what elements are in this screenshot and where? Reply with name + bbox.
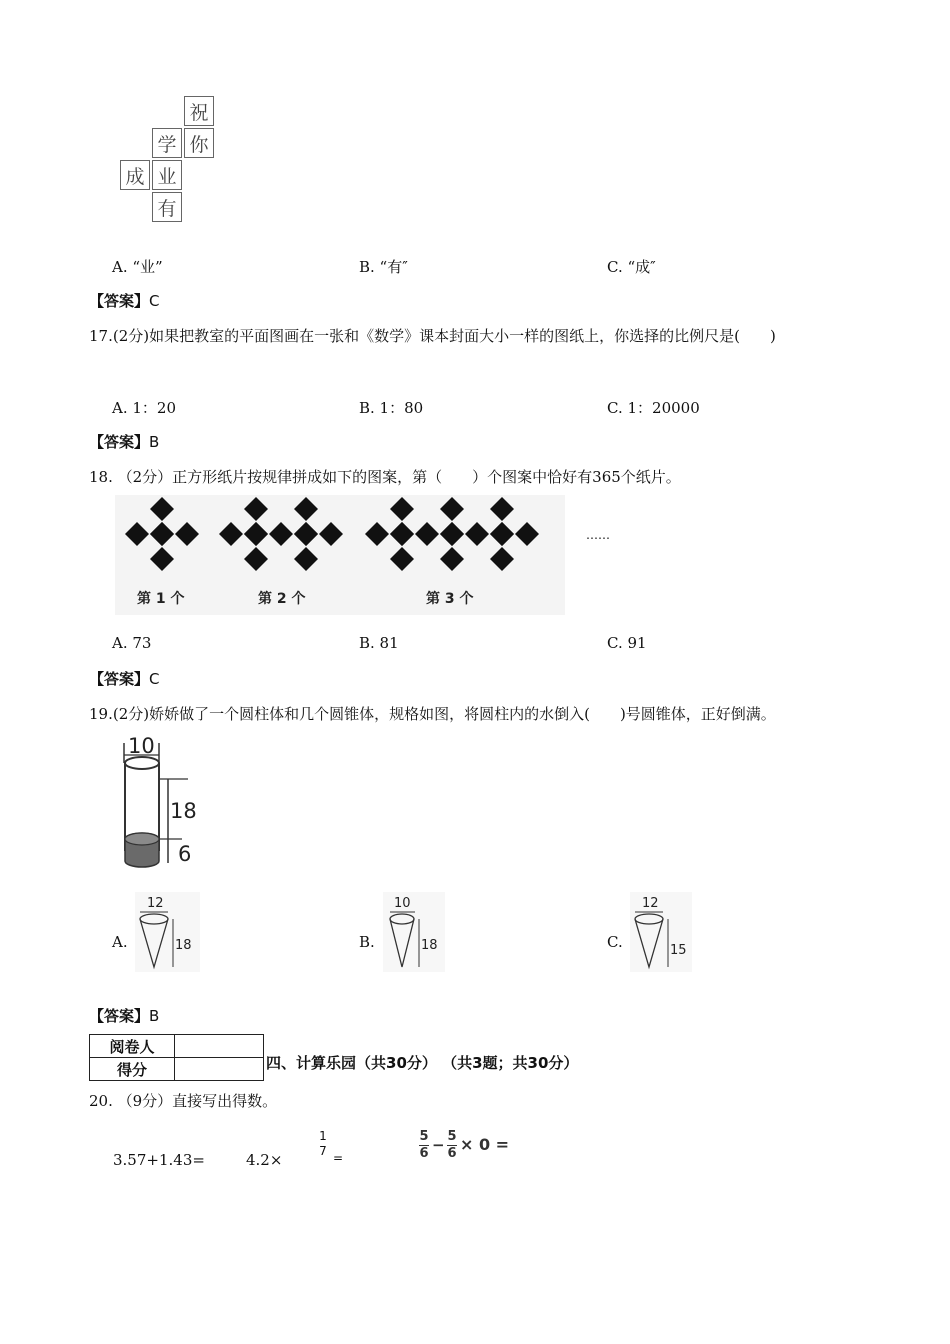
diamond-pattern-figure [115,495,565,615]
score-table [89,1034,264,1081]
cylinder-diameter: 10 [128,734,155,758]
cone-b-diameter: 10 [394,896,411,911]
q19-text: 19.(2分)娇娇做了一个圆柱体和几个圆锥体，规格如图，将圆柱内的水倒入( )号圆锥体，正好倒满。 [89,705,776,723]
net-cell-ye: 业 [152,160,182,190]
answer-label: 【答案】 [89,292,150,310]
figure-background [383,892,445,972]
score-cell[interactable] [175,1058,264,1081]
cone-option-b-label: B. [359,933,375,951]
cone-option-a-label: A. [112,933,128,951]
pattern-ellipsis: …… [586,528,610,542]
q19-answer [89,1005,159,1026]
q20-expr-2-suffix: = [333,1151,344,1165]
q18-option-a: A. 73 [112,634,152,652]
q17-answer [89,431,159,452]
q17-text: 17.(2分)如果把教室的平面图画在一张和《数学》课本封面大小一样的图纸上，你选择的比例尺是( ) [89,327,776,345]
denominator: 6 [447,1146,457,1161]
cylinder-figure [112,733,202,873]
answer-value: C [149,670,160,688]
cone-a-figure [135,892,200,972]
answer-value: C [149,292,160,310]
water-surface [125,833,159,845]
answer-label: 【答案】 [89,433,150,451]
water-height: 6 [178,842,192,866]
cone-c-diameter: 12 [642,896,659,911]
pattern-label-3: 第 3 个 [426,591,474,607]
q18-option-b: B. 81 [359,634,399,652]
answer-label: 【答案】 [89,1007,150,1025]
cone-c-height: 15 [670,943,687,958]
q18-option-c: C. 91 [607,634,647,652]
q18-text: 18. （2分）正方形纸片按规律拼成如下的图案，第（ ）个图案中恰好有365个纸片。 [89,468,681,486]
net-cell-ni: 你 [184,128,214,158]
net-cell-cheng: 成 [120,160,150,190]
answer-label: 【答案】 [89,670,150,688]
answer-value: B [149,1007,160,1025]
q20-expr-3-fraction-a [419,1130,429,1161]
q18-answer [89,668,160,689]
cylinder-top [125,757,159,769]
q16-option-a: A. “业” [112,258,163,276]
numerator: 5 [447,1129,457,1144]
section-title: 四、计算乐园（共30分） （共3题；共30分） [266,1054,579,1072]
q17-option-a: A. 1：20 [112,399,176,417]
q20-expr-1: 3.57+1.43= [113,1151,205,1169]
cone-b-figure [383,892,445,972]
q20-text: 20. （9分）直接写出得数。 [89,1092,278,1110]
figure-background [135,892,200,972]
answer-value: B [149,433,160,451]
q20-expr-2-fraction [317,1129,329,1158]
cone-option-c-label: C. [607,933,623,951]
cone-b-height: 18 [421,938,438,953]
q17-option-c: C. 1：20000 [607,399,700,417]
table-row [90,1035,264,1058]
q16-option-b: B. “有″ [359,258,408,276]
pattern-label-2: 第 2 个 [258,591,306,607]
q16-answer [89,290,160,311]
score-label: 得分 [90,1058,175,1081]
q20-expr-2-prefix: 4.2× [246,1151,283,1169]
denominator: 6 [419,1146,429,1161]
net-cell-you: 有 [152,192,182,222]
q17-option-b: B. 1：80 [359,399,424,417]
grader-label: 阅卷人 [90,1035,175,1058]
grader-cell[interactable] [175,1035,264,1058]
numerator: 5 [419,1129,429,1144]
cone-a-diameter: 12 [147,896,164,911]
q20-expr-3-suffix: × 0 = [460,1135,510,1154]
cone-c-figure [630,892,692,972]
net-cell-xue: 学 [152,128,182,158]
cone-a-height: 18 [175,938,192,953]
q20-expr-3-fraction-b [447,1130,457,1161]
numerator: 1 [319,1129,327,1143]
denominator: 7 [319,1144,327,1158]
q20-expr-3-operator: − [432,1136,445,1154]
table-row [90,1058,264,1081]
q16-option-c: C. “成″ [607,258,656,276]
net-cell-zhu: 祝 [184,96,214,126]
pattern-label-1: 第 1 个 [137,591,185,607]
cylinder-height: 18 [170,799,197,823]
